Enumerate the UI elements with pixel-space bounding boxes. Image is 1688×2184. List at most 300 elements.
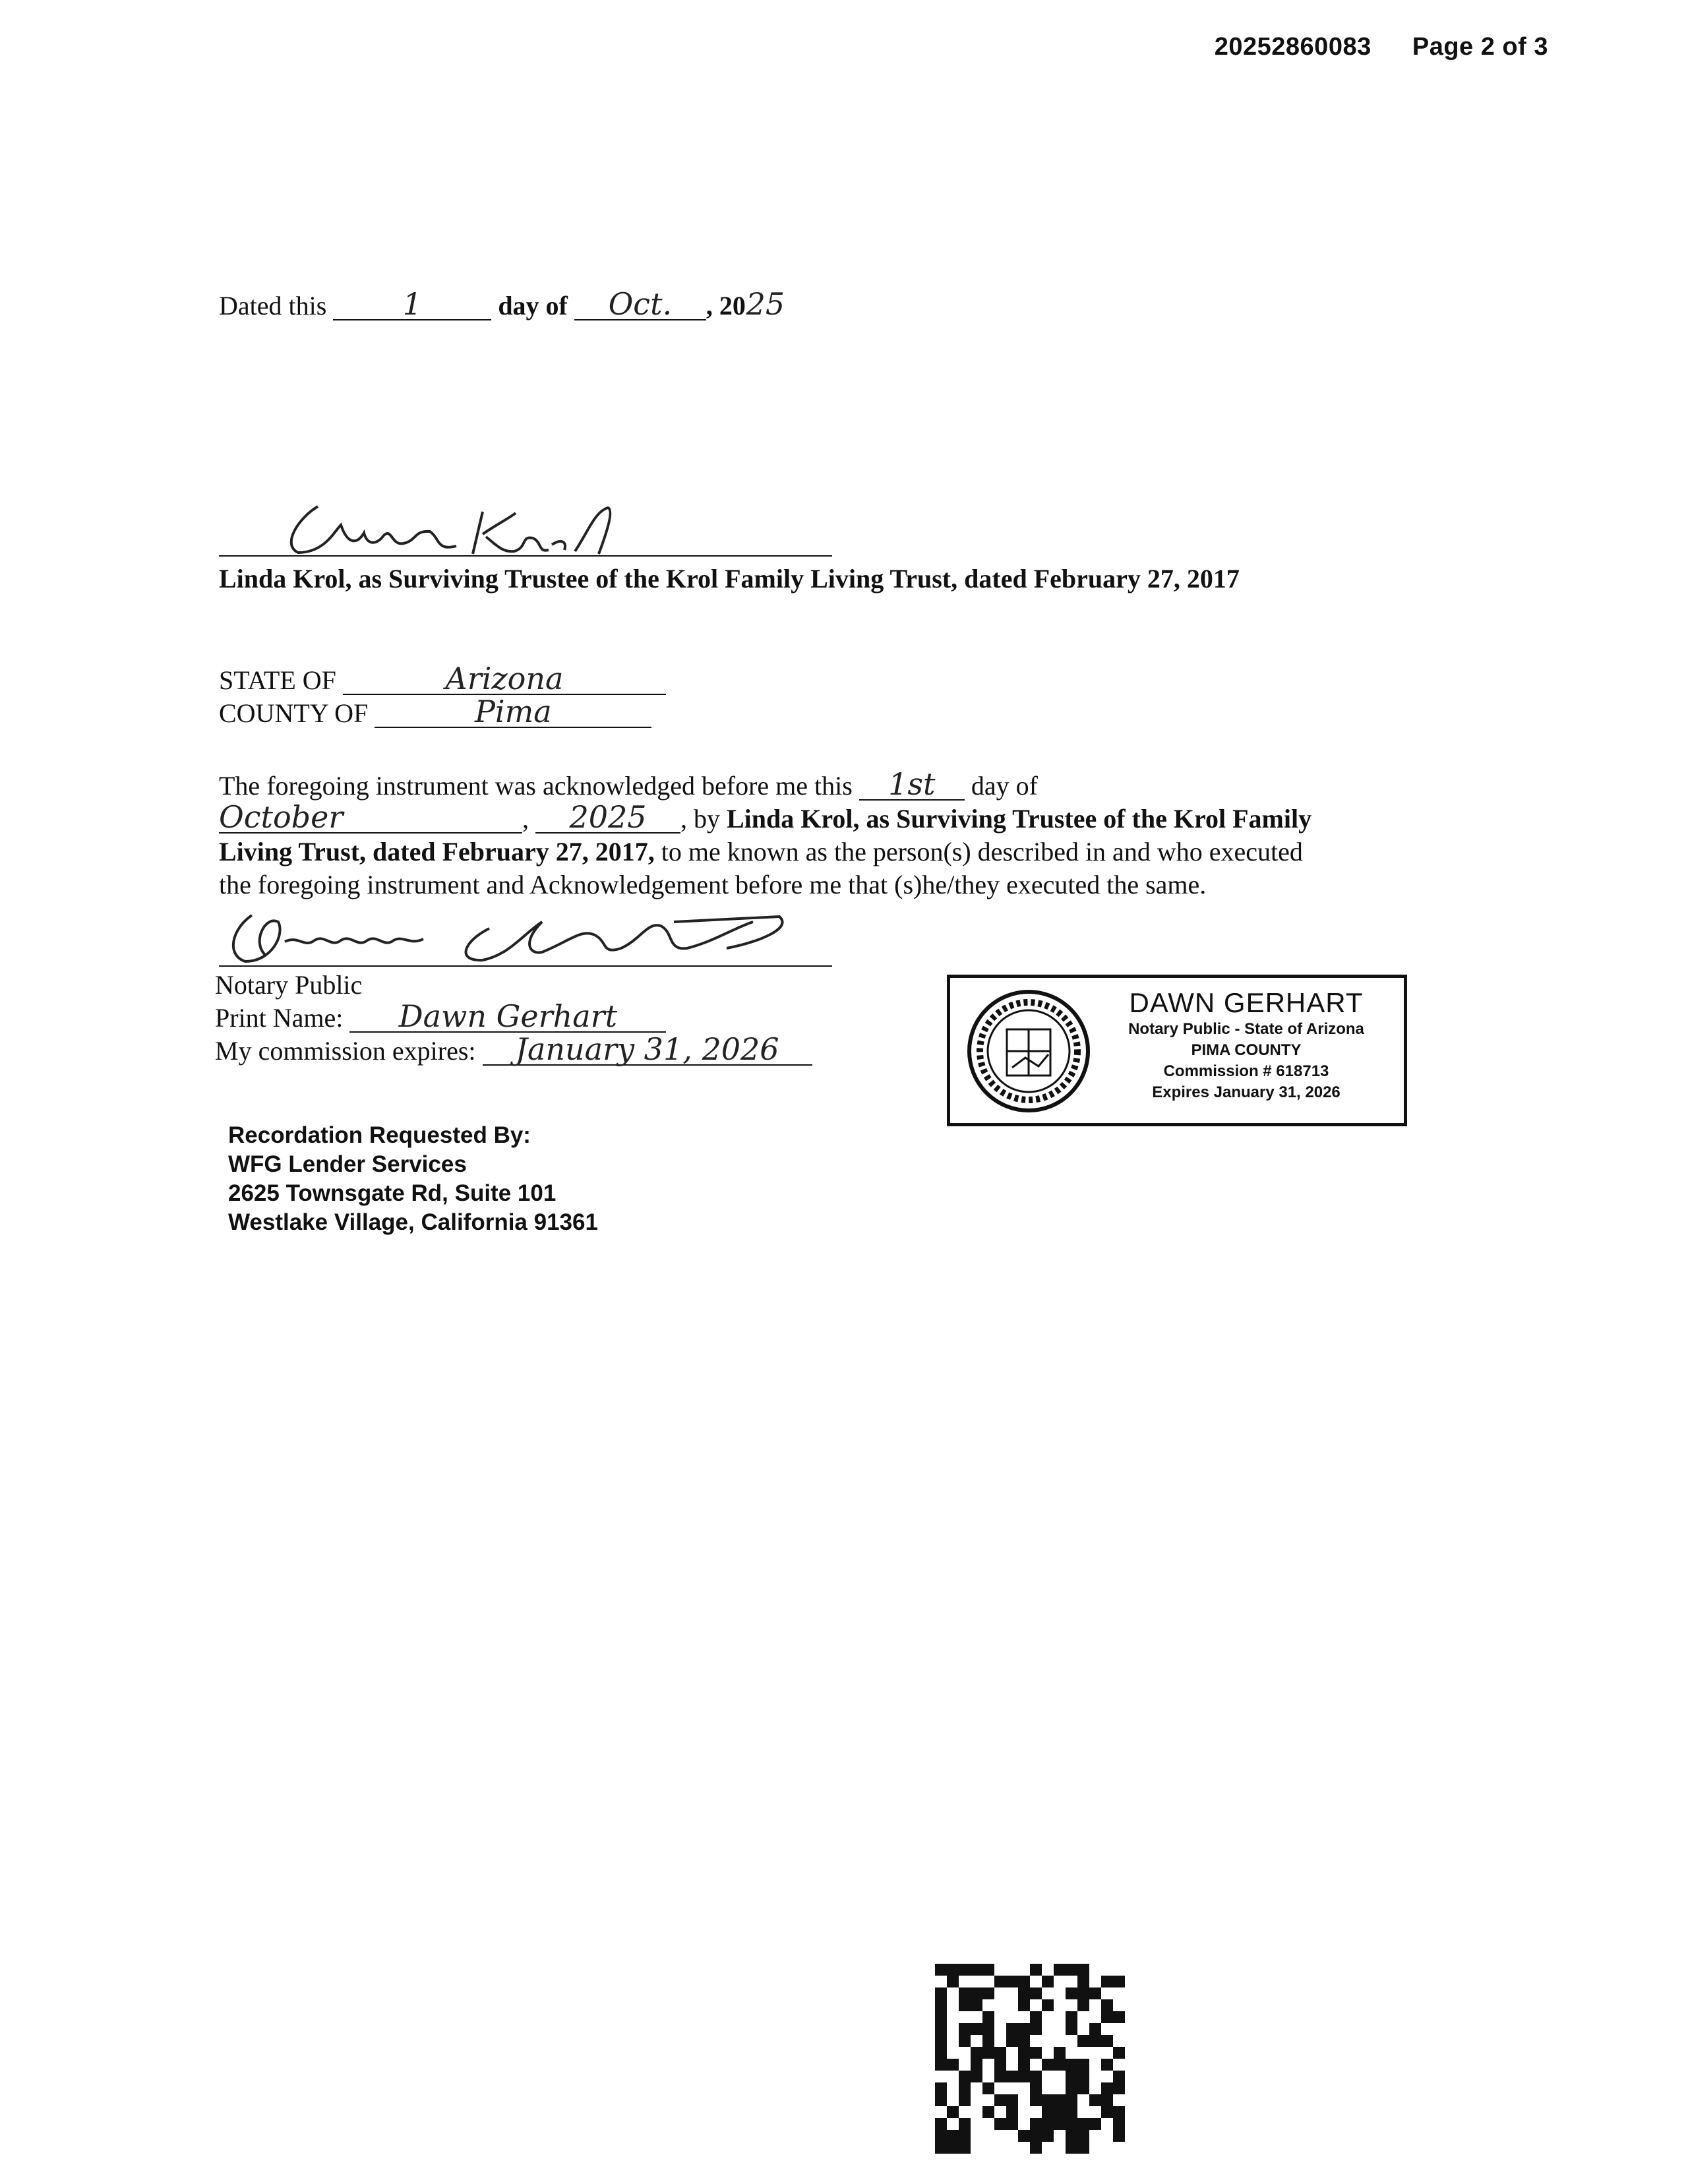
barcode-module — [1066, 2094, 1077, 2106]
barcode-module — [971, 2142, 982, 2154]
ack-bold-name: Linda Krol, as Surviving Trustee of the Krol Family — [727, 804, 1312, 834]
barcode-module — [935, 2082, 947, 2094]
barcode-module — [947, 1999, 959, 2011]
barcode-module — [1006, 1976, 1018, 1987]
barcode-module — [1042, 1987, 1054, 1999]
barcode-module — [1077, 2071, 1089, 2082]
barcode-module — [1089, 2130, 1101, 2142]
barcode-module — [1089, 1987, 1101, 1999]
barcode-module — [1006, 2035, 1018, 2047]
barcode-module — [947, 1987, 959, 1999]
barcode-module — [982, 2059, 994, 2071]
trustee-caption-name: Linda Krol, — [219, 564, 352, 593]
recordation-block — [228, 1121, 598, 1237]
barcode-module — [1030, 2142, 1042, 2154]
print-name-label: Print Name: — [215, 1003, 344, 1033]
barcode-module — [1006, 1987, 1018, 1999]
barcode-module — [971, 2118, 982, 2130]
barcode-module — [1089, 2023, 1101, 2035]
barcode-module — [1042, 2130, 1054, 2142]
barcode-module — [982, 2142, 994, 2154]
barcode-module — [1042, 2035, 1054, 2047]
barcode-module — [994, 2106, 1006, 2118]
barcode-module — [1030, 2059, 1042, 2071]
barcode-module — [1018, 2011, 1030, 2023]
barcode-module — [1042, 2142, 1054, 2154]
barcode-module — [1089, 2118, 1101, 2130]
barcode-module — [971, 2059, 982, 2071]
barcode-module — [935, 2130, 947, 2142]
barcode-module — [1006, 2059, 1018, 2071]
dated-line — [219, 286, 785, 323]
barcode-module — [947, 2130, 959, 2142]
barcode-module — [1113, 2094, 1125, 2106]
commission-line — [215, 1031, 812, 1068]
barcode-module — [1018, 2035, 1030, 2047]
barcode-module — [947, 2059, 959, 2071]
barcode-module — [994, 2142, 1006, 2154]
barcode-module — [1101, 2094, 1113, 2106]
barcode-module — [1018, 1976, 1030, 1987]
barcode-module — [1089, 2142, 1101, 2154]
barcode-module — [935, 2142, 947, 2154]
barcode-module — [935, 2011, 947, 2023]
barcode-module — [1006, 2142, 1018, 2154]
barcode-module — [1113, 2130, 1125, 2142]
barcode-module — [1018, 2047, 1030, 2059]
ack-line1-suffix: day of — [971, 771, 1038, 801]
barcode-module — [971, 2023, 982, 2035]
barcode-module — [982, 2071, 994, 2082]
barcode-module — [1089, 1964, 1101, 1976]
barcode-module — [982, 1999, 994, 2011]
barcode-module — [1042, 1999, 1054, 2011]
barcode-module — [959, 2071, 971, 2082]
barcode-module — [1101, 1999, 1113, 2011]
barcode-module — [1018, 2082, 1030, 2094]
barcode-module — [959, 2035, 971, 2047]
barcode-module — [1018, 2106, 1030, 2118]
barcode-module — [982, 2106, 994, 2118]
barcode-module — [1030, 1999, 1042, 2011]
barcode-module — [935, 1976, 947, 1987]
barcode-module — [971, 2094, 982, 2106]
barcode-module — [1006, 1964, 1018, 1976]
notary-stamp — [947, 975, 1407, 1126]
barcode-module — [1054, 1976, 1066, 1987]
barcode-module — [1018, 1987, 1030, 1999]
barcode-module — [1006, 2082, 1018, 2094]
barcode-module — [1042, 1964, 1054, 1976]
barcode-module — [1101, 2118, 1113, 2130]
ack-line-4 — [219, 868, 1206, 902]
barcode-module — [1018, 2130, 1030, 2142]
barcode-module — [1077, 2106, 1089, 2118]
barcode-module — [1077, 1964, 1089, 1976]
barcode-module — [1066, 2082, 1077, 2094]
barcode-module — [1006, 2023, 1018, 2035]
barcode-module — [1066, 1987, 1077, 1999]
barcode-module — [982, 2047, 994, 2059]
barcode-module — [1089, 2035, 1101, 2047]
barcode-module — [959, 2130, 971, 2142]
barcode-module — [935, 1999, 947, 2011]
barcode-module — [994, 2035, 1006, 2047]
barcode-module — [1113, 2071, 1125, 2082]
barcode-module — [1054, 1964, 1066, 1976]
barcode-module — [982, 2035, 994, 2047]
ack-line3-bold: Living Trust, dated February 27, 2017, — [219, 837, 655, 866]
barcode-module — [1113, 1999, 1125, 2011]
ack-by: , by — [680, 804, 720, 834]
stamp-line4: Expires January 31, 2026 — [1152, 1083, 1341, 1101]
barcode-module — [1018, 2059, 1030, 2071]
barcode-module — [1113, 1964, 1125, 1976]
barcode-module — [1101, 2142, 1113, 2154]
barcode-module — [1077, 1976, 1089, 1987]
barcode-module — [935, 1964, 947, 1976]
ack-day-handwritten: 1st — [859, 769, 965, 801]
barcode-module — [1030, 1964, 1042, 1976]
barcode-module — [982, 1976, 994, 1987]
barcode-module — [1030, 2023, 1042, 2035]
barcode-module — [1113, 2011, 1125, 2023]
barcode-module — [959, 2023, 971, 2035]
barcode-module — [1006, 2130, 1018, 2142]
barcode-module — [1042, 2071, 1054, 2082]
barcode-module — [947, 1964, 959, 1976]
barcode-module — [1006, 2094, 1018, 2106]
barcode-module — [1066, 2011, 1077, 2023]
ack-month-handwritten: October — [219, 802, 522, 834]
barcode-module — [1006, 2071, 1018, 2082]
barcode-module — [1113, 2047, 1125, 2059]
trustee-caption-rest: as Surviving Trustee of the Krol Family Living Trust, dated February 27, 2017 — [358, 564, 1240, 593]
barcode-module — [959, 2142, 971, 2154]
barcode-module — [935, 2106, 947, 2118]
barcode-module — [1113, 1976, 1125, 1987]
barcode-module — [994, 2071, 1006, 2082]
barcode-module — [1101, 2071, 1113, 2082]
barcode-module — [1101, 2047, 1113, 2059]
barcode-module — [971, 2035, 982, 2047]
barcode-module — [1101, 2059, 1113, 2071]
barcode-module — [1077, 2094, 1089, 2106]
ack-line-1 — [219, 766, 1038, 803]
trustee-caption — [219, 562, 1240, 596]
notary-signature-area — [212, 902, 832, 967]
barcode-module — [1101, 1976, 1113, 1987]
barcode-module — [1054, 2118, 1066, 2130]
barcode-module — [971, 1999, 982, 2011]
barcode-module — [1054, 2035, 1066, 2047]
barcode-module — [1066, 1976, 1077, 1987]
barcode-module — [947, 1976, 959, 1987]
barcode-module — [1113, 2118, 1125, 2130]
barcode-module — [1054, 2130, 1066, 2142]
barcode-module — [1089, 2106, 1101, 2118]
recordation-address1: 2625 Townsgate Rd, Suite 101 — [228, 1180, 557, 1206]
barcode-module — [959, 1964, 971, 1976]
barcode-module — [1077, 2082, 1089, 2094]
barcode-module — [971, 2106, 982, 2118]
barcode-module — [1054, 2142, 1066, 2154]
barcode-module — [1054, 1999, 1066, 2011]
barcode-module — [982, 2011, 994, 2023]
dated-day-handwritten: 1 — [333, 289, 491, 320]
barcode-module — [1030, 2047, 1042, 2059]
barcode-module — [1077, 2047, 1089, 2059]
dated-year-handwritten: 25 — [746, 286, 785, 322]
document-2d-barcode — [935, 1964, 1125, 2154]
notary-print-line — [215, 998, 666, 1035]
barcode-module — [1066, 2118, 1077, 2130]
barcode-module — [1066, 2047, 1077, 2059]
barcode-module — [1077, 1987, 1089, 1999]
barcode-module — [971, 2071, 982, 2082]
barcode-module — [1030, 2035, 1042, 2047]
barcode-module — [935, 2094, 947, 2106]
barcode-module — [1066, 2071, 1077, 2082]
page-indicator: Page 2 of 3 — [1412, 33, 1548, 61]
barcode-module — [994, 2130, 1006, 2142]
barcode-module — [935, 2023, 947, 2035]
trustee-signature-area — [219, 499, 832, 557]
barcode-module — [1077, 2023, 1089, 2035]
barcode-module — [982, 2130, 994, 2142]
barcode-module — [1030, 2106, 1042, 2118]
barcode-module — [1113, 2106, 1125, 2118]
barcode-module — [1077, 2059, 1089, 2071]
barcode-module — [1113, 2082, 1125, 2094]
barcode-module — [1077, 2130, 1089, 2142]
barcode-module — [982, 2094, 994, 2106]
barcode-module — [994, 1987, 1006, 1999]
notary-title: Notary Public — [215, 970, 363, 1000]
barcode-module — [1089, 2059, 1101, 2071]
barcode-module — [1066, 2106, 1077, 2118]
barcode-module — [971, 2047, 982, 2059]
notary-signature-line — [219, 965, 832, 967]
barcode-module — [994, 2059, 1006, 2071]
barcode-module — [935, 2047, 947, 2059]
barcode-module — [959, 2082, 971, 2094]
barcode-module — [935, 1987, 947, 1999]
barcode-module — [959, 2094, 971, 2106]
barcode-module — [1113, 1987, 1125, 1999]
barcode-module — [1101, 2082, 1113, 2094]
barcode-module — [1006, 2106, 1018, 2118]
trustee-signature-line — [219, 555, 832, 557]
barcode-module — [1054, 2106, 1066, 2118]
barcode-module — [1066, 2035, 1077, 2047]
barcode-module — [1018, 2071, 1030, 2082]
barcode-module — [994, 2094, 1006, 2106]
barcode-module — [935, 2035, 947, 2047]
barcode-module — [1006, 1999, 1018, 2011]
barcode-module — [1101, 1964, 1113, 1976]
barcode-module — [947, 2106, 959, 2118]
barcode-module — [1077, 2118, 1089, 2130]
barcode-module — [994, 2118, 1006, 2130]
barcode-module — [1101, 1987, 1113, 1999]
state-line — [219, 663, 666, 698]
barcode-module — [1089, 1976, 1101, 1987]
barcode-module — [1113, 2059, 1125, 2071]
barcode-module — [971, 2011, 982, 2023]
ack-line-3 — [219, 835, 1303, 869]
barcode-module — [947, 2082, 959, 2094]
recordation-company: WFG Lender Services — [228, 1151, 467, 1177]
barcode-module — [994, 2082, 1006, 2094]
barcode-module — [1006, 2047, 1018, 2059]
barcode-module — [1030, 2118, 1042, 2130]
stamp-line2: PIMA COUNTY — [1191, 1041, 1302, 1059]
barcode-module — [1042, 2011, 1054, 2023]
barcode-module — [982, 2023, 994, 2035]
barcode-module — [959, 1987, 971, 1999]
barcode-module — [1066, 2059, 1077, 2071]
barcode-module — [1054, 2094, 1066, 2106]
barcode-module — [1054, 2011, 1066, 2023]
barcode-module — [947, 2071, 959, 2082]
barcode-module — [947, 2142, 959, 2154]
barcode-module — [1054, 2071, 1066, 2082]
dated-prefix: Dated this — [219, 291, 327, 320]
barcode-module — [982, 1964, 994, 1976]
barcode-module — [1077, 2142, 1089, 2154]
barcode-module — [1018, 2023, 1030, 2035]
state-value-handwritten: Arizona — [343, 663, 666, 695]
barcode-module — [1113, 2142, 1125, 2154]
barcode-module — [1030, 2094, 1042, 2106]
barcode-module — [1101, 2130, 1113, 2142]
notary-signature-image — [212, 902, 832, 967]
barcode-module — [1054, 2023, 1066, 2035]
barcode-module — [1042, 2106, 1054, 2118]
barcode-module — [1101, 2023, 1113, 2035]
recordation-address2: Westlake Village, California 91361 — [228, 1209, 598, 1235]
barcode-module — [959, 2011, 971, 2023]
barcode-module — [971, 1987, 982, 1999]
barcode-module — [1113, 2023, 1125, 2035]
barcode-module — [959, 2118, 971, 2130]
barcode-module — [1089, 2011, 1101, 2023]
barcode-module — [1042, 2059, 1054, 2071]
barcode-module — [1006, 2011, 1018, 2023]
barcode-module — [935, 2118, 947, 2130]
barcode-module — [1089, 2082, 1101, 2094]
barcode-module — [947, 2094, 959, 2106]
barcode-module — [1030, 2071, 1042, 2082]
barcode-module — [994, 2011, 1006, 2023]
barcode-module — [947, 2047, 959, 2059]
barcode-module — [1089, 2094, 1101, 2106]
stamp-line3: Commission # 618713 — [1163, 1062, 1329, 1080]
barcode-module — [1054, 2059, 1066, 2071]
barcode-module — [1089, 2047, 1101, 2059]
barcode-module — [1042, 2094, 1054, 2106]
barcode-module — [959, 2106, 971, 2118]
barcode-module — [1066, 1964, 1077, 1976]
ack-line3-rest: to me known as the person(s) described in and who executed — [661, 837, 1303, 866]
barcode-module — [971, 2130, 982, 2142]
arizona-seal-icon — [966, 988, 1091, 1114]
barcode-module — [1030, 2130, 1042, 2142]
county-line — [219, 696, 651, 731]
barcode-module — [1030, 1987, 1042, 1999]
barcode-module — [1030, 2011, 1042, 2023]
barcode-module — [1089, 1999, 1101, 2011]
barcode-module — [1042, 2082, 1054, 2094]
barcode-module — [994, 1976, 1006, 1987]
stamp-line1: Notary Public - State of Arizona — [1128, 1020, 1364, 1038]
ack-year-handwritten: 2025 — [535, 802, 680, 834]
barcode-module — [1101, 2106, 1113, 2118]
barcode-module — [959, 1976, 971, 1987]
barcode-module — [1113, 2035, 1125, 2047]
stamp-name: DAWN GERHART — [1129, 987, 1364, 1018]
recordation-title: Recordation Requested By: — [228, 1122, 531, 1148]
barcode-module — [947, 2035, 959, 2047]
barcode-module — [982, 1987, 994, 1999]
barcode-module — [1077, 2035, 1089, 2047]
barcode-module — [947, 2011, 959, 2023]
barcode-module — [1054, 1987, 1066, 1999]
dated-year-prefix: , 20 — [706, 291, 746, 320]
barcode-module — [1018, 2118, 1030, 2130]
commission-label: My commission expires: — [215, 1036, 476, 1066]
barcode-module — [1066, 2130, 1077, 2142]
barcode-module — [1030, 2082, 1042, 2094]
barcode-module — [994, 2023, 1006, 2035]
barcode-module — [994, 2047, 1006, 2059]
ack-line-2 — [219, 799, 1312, 836]
barcode-module — [971, 2082, 982, 2094]
barcode-module — [1030, 1976, 1042, 1987]
barcode-module — [971, 1976, 982, 1987]
barcode-module — [1006, 2118, 1018, 2130]
barcode-module — [947, 2118, 959, 2130]
barcode-module — [982, 2118, 994, 2130]
barcode-module — [1054, 2082, 1066, 2094]
barcode-module — [1066, 1999, 1077, 2011]
county-value-handwritten: Pima — [375, 696, 651, 728]
barcode-module — [1101, 2011, 1113, 2023]
barcode-module — [1042, 2118, 1054, 2130]
barcode-module — [959, 2059, 971, 2071]
barcode-module — [1042, 1976, 1054, 1987]
document-number: 20252860083 — [1214, 33, 1372, 61]
barcode-module — [1018, 2094, 1030, 2106]
barcode-module — [1042, 2023, 1054, 2035]
barcode-module — [982, 2082, 994, 2094]
ack-comma: , — [522, 804, 529, 834]
barcode-module — [1077, 2011, 1089, 2023]
state-label: STATE OF — [219, 665, 336, 695]
dated-month-handwritten: Oct. — [574, 289, 706, 320]
barcode-module — [1018, 2142, 1030, 2154]
barcode-module — [1066, 2142, 1077, 2154]
document-header — [1215, 33, 1548, 61]
barcode-module — [1089, 2071, 1101, 2082]
barcode-module — [1054, 2047, 1066, 2059]
barcode-module — [959, 1999, 971, 2011]
barcode-module — [935, 2071, 947, 2082]
commission-value-handwritten: January 31, 2026 — [483, 1034, 812, 1066]
trustee-signature-image — [219, 499, 832, 557]
barcode-module — [994, 1964, 1006, 1976]
